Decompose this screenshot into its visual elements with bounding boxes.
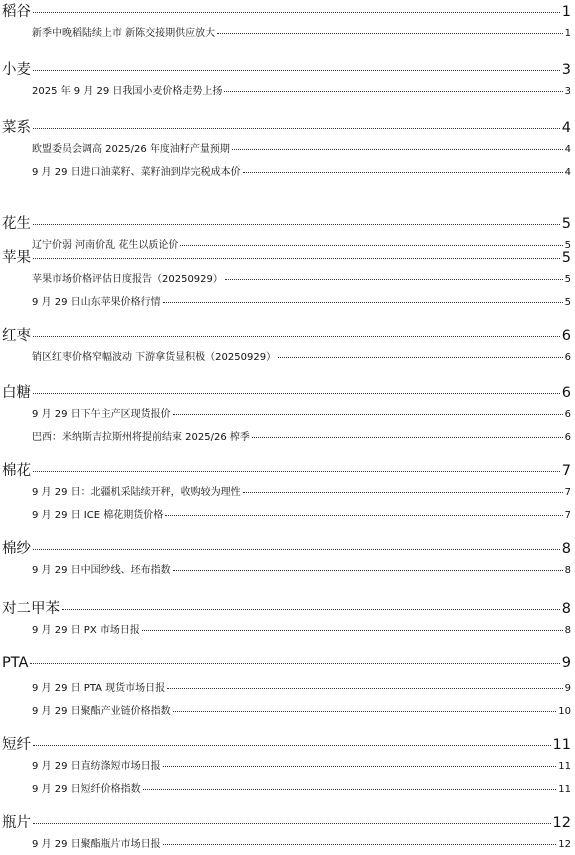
toc-section-page-number[interactable]: 1 <box>561 4 571 20</box>
dot-leader <box>33 745 551 746</box>
toc-subentry-title[interactable]: 2025 年 9 月 29 日我国小麦价格走势上扬 <box>32 86 223 97</box>
toc-subentry[interactable] <box>32 82 571 96</box>
toc-subentry[interactable] <box>32 702 571 716</box>
toc-section-entry[interactable] <box>2 0 571 20</box>
dot-leader <box>173 711 557 712</box>
toc-section-page-number[interactable]: 6 <box>561 385 571 401</box>
toc-subentry-title[interactable]: 欧盟委员会调高 2025/26 年度油籽产量预期 <box>32 144 230 155</box>
toc-subentry-page-number[interactable]: 7 <box>564 487 571 498</box>
toc-section-title[interactable]: 小麦 <box>2 62 31 78</box>
dot-leader <box>163 302 563 303</box>
toc-section-entry[interactable] <box>2 324 571 344</box>
toc-subentry-title[interactable]: 9 月 29 日 PTA 现货市场日报 <box>32 683 166 694</box>
toc-section-page-number[interactable]: 8 <box>561 601 571 617</box>
toc-section-page-number[interactable]: 11 <box>552 737 571 753</box>
toc-subentry[interactable] <box>32 24 571 38</box>
dot-leader <box>163 766 557 767</box>
toc-subentry-title[interactable]: 9 月 29 日 ICE 棉花期货价格 <box>32 510 164 521</box>
dot-leader <box>225 279 563 280</box>
toc-subentry-page-number[interactable]: 8 <box>564 565 571 576</box>
toc-section-entry[interactable] <box>2 597 571 617</box>
toc-section-title[interactable]: 白糖 <box>2 385 31 401</box>
toc-subentry-page-number[interactable]: 6 <box>564 409 571 420</box>
toc-subentry[interactable] <box>32 348 571 362</box>
toc-subentry-title[interactable]: 苹果市场价格评估日度报告（20250929） <box>32 274 223 285</box>
toc-subentry-title[interactable]: 9 月 29 日下午主产区现货报价 <box>32 409 171 420</box>
toc-subentry[interactable] <box>32 428 571 442</box>
toc-section-title[interactable]: 瓶片 <box>2 815 31 831</box>
dot-leader <box>167 688 562 689</box>
toc-subentry[interactable] <box>32 140 571 154</box>
toc-subentry-page-number[interactable]: 5 <box>564 240 571 251</box>
toc-section-title[interactable]: 稻谷 <box>2 4 31 20</box>
dot-leader <box>224 91 562 92</box>
toc-subentry[interactable] <box>32 506 571 520</box>
toc-section-title[interactable]: 红枣 <box>2 328 31 344</box>
dot-leader <box>142 630 563 631</box>
toc-subentry[interactable] <box>32 293 571 307</box>
toc-subentry-page-number[interactable]: 4 <box>564 144 571 155</box>
toc-subentry-title[interactable]: 9 月 29 日直纺涤短市场日报 <box>32 761 161 772</box>
dot-leader <box>33 823 551 824</box>
toc-section-entry[interactable] <box>2 655 571 675</box>
toc-section-entry[interactable] <box>2 246 571 266</box>
toc-subentry[interactable] <box>32 757 571 771</box>
toc-subentry[interactable] <box>32 163 571 177</box>
dot-leader <box>33 471 560 472</box>
toc-subentry[interactable] <box>32 561 571 575</box>
toc-section-page-number[interactable]: 8 <box>561 541 571 557</box>
toc-subentry-page-number[interactable]: 7 <box>564 510 571 521</box>
toc-section-page-number[interactable]: 3 <box>561 62 571 78</box>
dot-leader <box>33 70 560 71</box>
toc-section-entry[interactable] <box>2 381 571 401</box>
toc-subentry-page-number[interactable]: 4 <box>564 167 571 178</box>
toc-section-title[interactable]: 短纤 <box>2 737 31 753</box>
toc-section-entry[interactable] <box>2 459 571 479</box>
toc-section-title[interactable]: PTA <box>2 655 29 671</box>
toc-subentry-title[interactable]: 销区红枣价格窄幅波动 下游拿货显积极（20250929） <box>32 352 277 363</box>
toc-section-page-number[interactable]: 6 <box>561 328 571 344</box>
toc-subentry-page-number[interactable]: 12 <box>558 839 571 850</box>
toc-subentry-title[interactable]: 9 月 29 日进口油菜籽、菜籽油到岸完税成本价 <box>32 167 241 178</box>
dot-leader <box>243 492 563 493</box>
dot-leader <box>33 128 560 129</box>
toc-subentry[interactable] <box>32 270 571 284</box>
toc-subentry-page-number[interactable]: 6 <box>564 352 571 363</box>
toc-subentry-page-number[interactable]: 3 <box>564 86 571 97</box>
toc-subentry-page-number[interactable]: 5 <box>564 274 571 285</box>
toc-section-page-number[interactable]: 5 <box>561 250 571 266</box>
toc-section-title[interactable]: 花生 <box>2 216 31 232</box>
toc-section-title[interactable]: 对二甲苯 <box>2 601 60 617</box>
dot-leader <box>143 789 557 790</box>
toc-subentry-title[interactable]: 9 月 29 日 PX 市场日报 <box>32 625 140 636</box>
dot-leader <box>173 414 563 415</box>
toc-subentry-title[interactable]: 9 月 29 日聚酯产业链价格指数 <box>32 706 171 717</box>
toc-subentry[interactable] <box>32 679 571 693</box>
toc-section-entry[interactable] <box>2 537 571 557</box>
dot-leader <box>33 224 560 225</box>
dot-leader <box>243 172 563 173</box>
dot-leader <box>33 336 560 337</box>
dot-leader <box>252 437 563 438</box>
dot-leader <box>232 149 563 150</box>
toc-subentry[interactable] <box>32 483 571 497</box>
toc-subentry-page-number[interactable]: 9 <box>564 683 571 694</box>
dot-leader <box>33 258 560 259</box>
toc-section-entry[interactable] <box>2 116 571 136</box>
toc-subentry-page-number[interactable]: 6 <box>564 432 571 443</box>
toc-section-title[interactable]: 棉花 <box>2 463 31 479</box>
toc-subentry-title[interactable]: 9 月 29 日聚酯瓶片市场日报 <box>32 839 161 850</box>
toc-section-entry[interactable] <box>2 58 571 78</box>
dot-leader <box>62 609 560 610</box>
dot-leader <box>217 33 562 34</box>
toc-section-title[interactable]: 棉纱 <box>2 541 31 557</box>
toc-subentry[interactable] <box>32 780 571 794</box>
toc-section-page-number[interactable]: 5 <box>561 216 571 232</box>
toc-subentry[interactable] <box>32 405 571 419</box>
dot-leader <box>165 515 562 516</box>
dot-leader <box>30 663 559 664</box>
dot-leader <box>33 393 560 394</box>
toc-section-title[interactable]: 苹果 <box>2 250 31 266</box>
toc-subentry[interactable] <box>32 835 571 849</box>
toc-subentry-page-number[interactable]: 11 <box>558 761 571 772</box>
toc-subentry-title[interactable]: 9 月 29 日：北疆机采陆续开秤，收购较为理性 <box>32 487 241 498</box>
toc-subentry-title[interactable]: 9 月 29 日山东苹果价格行情 <box>32 297 161 308</box>
toc-section-entry[interactable] <box>2 733 571 753</box>
toc-section-entry[interactable] <box>2 212 571 232</box>
toc-section-page-number[interactable]: 9 <box>561 655 571 671</box>
toc-section-title[interactable]: 菜系 <box>2 120 31 136</box>
toc-subentry-title[interactable]: 9 月 29 日短纤价格指数 <box>32 784 141 795</box>
toc-subentry-title[interactable]: 辽宁价弱 河南价乱 花生以质论价 <box>32 240 179 251</box>
dot-leader <box>278 357 563 358</box>
dot-leader <box>163 844 557 845</box>
dot-leader <box>33 12 560 13</box>
dot-leader <box>173 570 563 571</box>
toc-subentry-title[interactable]: 巴西：米纳斯吉拉斯州将提前结束 2025/26 榨季 <box>32 432 250 443</box>
toc-subentry-title[interactable]: 新季中晚稻陆续上市 新陈交接期供应放大 <box>32 28 216 39</box>
toc-subentry[interactable] <box>32 621 571 635</box>
toc-section-page-number[interactable]: 4 <box>561 120 571 136</box>
toc-section-entry[interactable] <box>2 811 571 831</box>
toc-subentry-page-number[interactable]: 1 <box>564 28 571 39</box>
toc-subentry-page-number[interactable]: 11 <box>558 784 571 795</box>
dot-leader <box>33 549 560 550</box>
toc-subentry-page-number[interactable]: 5 <box>564 297 571 308</box>
toc-section-page-number[interactable]: 12 <box>552 815 571 831</box>
toc-subentry-title[interactable]: 9 月 29 日中国纱线、坯布指数 <box>32 565 171 576</box>
toc-subentry-page-number[interactable]: 8 <box>564 625 571 636</box>
toc-section-page-number[interactable]: 7 <box>561 463 571 479</box>
toc-subentry-page-number[interactable]: 10 <box>558 706 571 717</box>
